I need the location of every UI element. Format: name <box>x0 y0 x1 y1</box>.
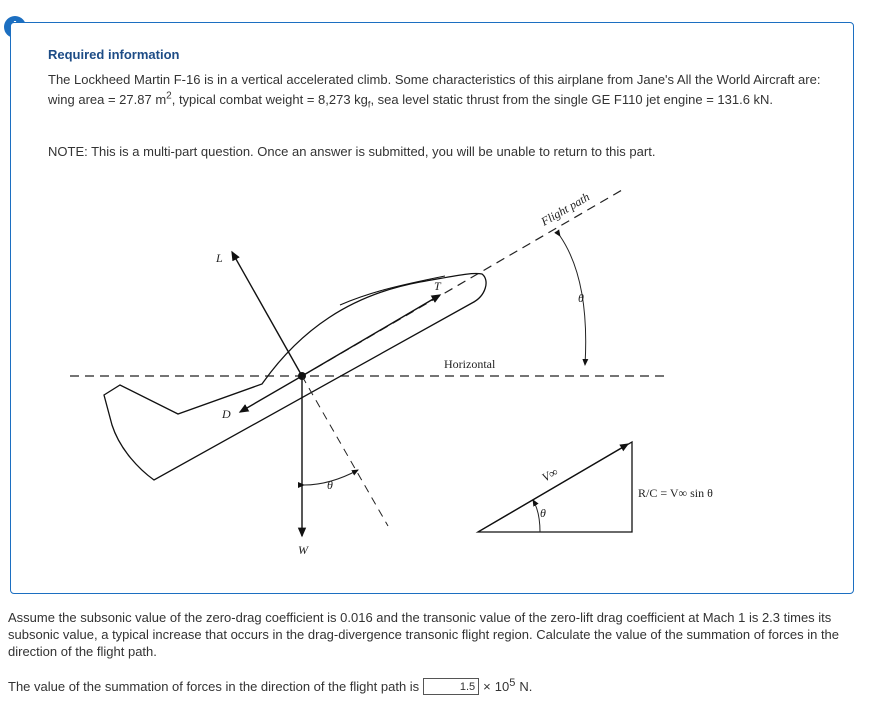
lift-vector <box>232 252 302 376</box>
rc-formula-label: R/C = V∞ sin θ <box>638 486 713 500</box>
theta-label-triangle: θ <box>540 506 546 520</box>
required-info-title: Required information <box>48 47 180 62</box>
theta-label-lower: θ <box>327 478 333 492</box>
lift-extension <box>302 376 388 526</box>
weight-label: W <box>298 543 308 557</box>
answer-prefix: The value of the summation of forces in the direction of the flight path is <box>8 679 420 694</box>
intro-part1: The Lockheed Martin F-16 is in a vertical accelerated climb. Some characteristics of this airplane from Jane's All the World Aircraft are: wing area = 27.87 m <box>48 72 821 107</box>
triangle-theta-arc <box>533 500 540 532</box>
question-text: Assume the subsonic value of the zero-drag coefficient is 0.016 and the transonic value of the zero-lift drag coefficient at Mach 1 is 2.3 times its subsonic value, a typical increase that occurs in the drag-divergence transonic flight region. Calculate the value of the summation of forces in the direction of the flight path. <box>8 610 840 659</box>
thrust-label: T <box>434 279 441 293</box>
answer-unit: N. <box>519 679 533 694</box>
v-inf-label: V∞ <box>539 464 561 485</box>
answer-base: 10 <box>494 679 510 694</box>
times-sign: × <box>483 679 491 694</box>
note-text: NOTE: This is a multi-part question. Once an answer is submitted, you will be unable to return to this part. <box>48 144 656 159</box>
lift-label: L <box>216 251 223 265</box>
airplane-outline <box>104 273 486 480</box>
intro-superscript: 2 <box>166 90 172 102</box>
theta-label-upper: θ <box>578 291 584 305</box>
drag-label: D <box>222 407 231 421</box>
intro-part2: , typical combat weight = 8,273 kg <box>171 92 368 107</box>
flight-path-label: Flight path <box>538 189 592 229</box>
answer-line: The value of the summation of forces in the direction of the flight path is 1.5 × 10 $^5$ N. <box>8 676 533 694</box>
intro-part3: , sea level static thrust from the single GE F110 jet engine = 131.6 kN. <box>370 92 774 107</box>
thrust-vector <box>302 295 440 376</box>
intro-subscript: f <box>367 99 371 110</box>
drag-vector <box>240 376 302 412</box>
horizontal-label: Horizontal <box>444 357 496 371</box>
answer-input[interactable]: 1.5 <box>423 678 479 695</box>
v-inf-arrow <box>478 444 628 532</box>
